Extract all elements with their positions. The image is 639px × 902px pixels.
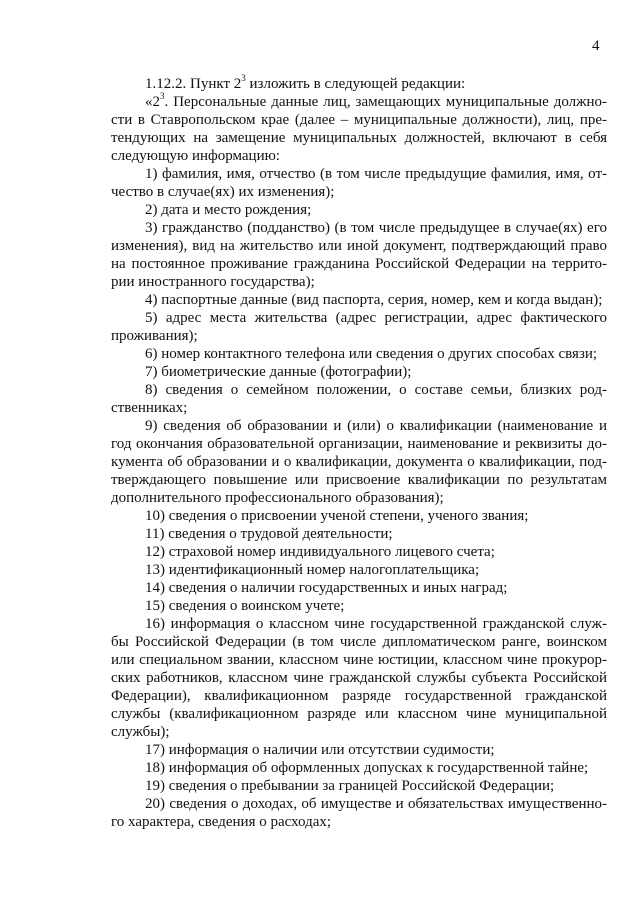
intro-line: [111, 93, 607, 111]
clause-prefix: 1.12.2. Пункт 2: [145, 76, 242, 92]
list-item-line: службы (квалификационном разряде или классном чине муниципальной: [111, 706, 607, 722]
list-item-line: 5) адрес места жительства (адрес регистрации, адрес фактического: [145, 310, 607, 326]
list-item: [111, 291, 607, 309]
clause-suffix: изложить в следующей редакции:: [245, 76, 466, 92]
list-item-line: ственниках;: [111, 400, 188, 416]
list-item-line: 16) информация о классном чине государственной гражданской служ-: [145, 616, 607, 632]
intro-line: тендующих на замещение муниципальных должностей, включают в себя: [111, 130, 607, 146]
list-item-line: 20) сведения о доходах, об имуществе и обязательствах имущественно-: [145, 796, 607, 812]
list-item-line: бы Российской Федерации (в том числе дипломатическом ранге, воинском: [111, 634, 607, 650]
list-item-line: 4) паспортные данные (вид паспорта, серия, номер, кем и когда выдан);: [145, 292, 603, 308]
list-item-line: изменения), вид на жительство или иной документ, подтверждающий право: [111, 238, 607, 254]
list-item: [111, 417, 607, 507]
intro-line: следующую информацию:: [111, 148, 280, 164]
list-item: [111, 507, 607, 525]
list-item-line: 12) страховой номер индивидуального лицевого счета;: [145, 544, 495, 560]
list-item: [111, 345, 607, 363]
list-item-line: ских работников, классном чине гражданской службы субъекта Российской: [111, 670, 607, 686]
list-item-line: 2) дата и место рождения;: [145, 202, 312, 218]
list-item: [111, 201, 607, 219]
document-body: [111, 75, 607, 831]
list-item-line: го характера, сведения о расходах;: [111, 814, 332, 830]
list-item-line: 19) сведения о пребывании за границей Российской Федерации;: [145, 778, 555, 794]
list-item: [111, 561, 607, 579]
list-item-line: дополнительного профессионального образования);: [111, 490, 444, 506]
list-item: [111, 579, 607, 597]
list-item-line: 17) информация о наличии или отсутствии судимости;: [145, 742, 495, 758]
list-item: [111, 165, 607, 201]
clause-superscript: 3: [241, 73, 246, 83]
list-item-line: 10) сведения о присвоении ученой степени, ученого звания;: [145, 508, 529, 524]
list-item: [111, 615, 607, 741]
quote-open: «2: [145, 94, 160, 110]
quote-superscript: 3: [160, 91, 165, 101]
list-item: [111, 759, 607, 777]
list-item-line: 1) фамилия, имя, отчество (в том числе предыдущие фамилия, имя, от-: [145, 166, 607, 182]
list-item: [111, 741, 607, 759]
intro-text: . Персональные данные лиц, замещающих муниципальные должно-: [164, 94, 607, 110]
list-item-line: 8) сведения о семейном положении, о составе семьи, близких род-: [145, 382, 607, 398]
list-item: [111, 597, 607, 615]
list-item-line: 13) идентификационный номер налогоплательщика;: [145, 562, 480, 578]
list-item-line: чество в случае(ях) их изменения);: [111, 184, 335, 200]
list-item-line: 11) сведения о трудовой деятельности;: [145, 526, 393, 542]
list-item: [111, 525, 607, 543]
list-item-line: 14) сведения о наличии государственных и иных наград;: [145, 580, 508, 596]
list-item: [111, 219, 607, 291]
list-item-line: 9) сведения об образовании и (или) о квалификации (наименование и: [145, 418, 607, 434]
list-item-line: или специальном звании, классном чине юстиции, классном чине прокурор-: [111, 652, 607, 668]
list-item-line: тверждающего повышение или присвоение квалификации по результатам: [111, 472, 607, 488]
data-items-list: [111, 165, 607, 831]
list-item-line: 6) номер контактного телефона или сведения о других способах связи;: [145, 346, 598, 362]
list-item: [111, 777, 607, 795]
list-item-line: кумента об образовании и о квалификации, документа о квалификации, под-: [111, 454, 607, 470]
list-item-line: службы);: [111, 724, 170, 740]
list-item-line: рии иностранного государства);: [111, 274, 315, 290]
list-item-line: на постоянное проживание гражданина Российской Федерации на террито-: [111, 256, 607, 272]
list-item-line: 18) информация об оформленных допусках к государственной тайне;: [145, 760, 589, 776]
list-item-line: 7) биометрические данные (фотографии);: [145, 364, 412, 380]
list-item: [111, 795, 607, 831]
page-number: 4: [592, 38, 600, 54]
list-item: [111, 543, 607, 561]
list-item: [111, 309, 607, 345]
intro-line: сти в Ставропольском крае (далее – муниципальные должности), лиц, пре-: [111, 112, 607, 128]
list-item: [111, 363, 607, 381]
list-item-line: 15) сведения о воинском учете;: [145, 598, 345, 614]
list-item-line: 3) гражданство (подданство) (в том числе предыдущее в случае(ях) его: [145, 220, 607, 236]
list-item-line: проживания);: [111, 328, 198, 344]
list-item-line: Федерации), квалификационном разряде государственной гражданской: [111, 688, 607, 704]
list-item: [111, 381, 607, 417]
list-item-line: год окончания образовательной организации, наименование и реквизиты до-: [111, 436, 607, 452]
amendment-clause: [111, 75, 607, 93]
